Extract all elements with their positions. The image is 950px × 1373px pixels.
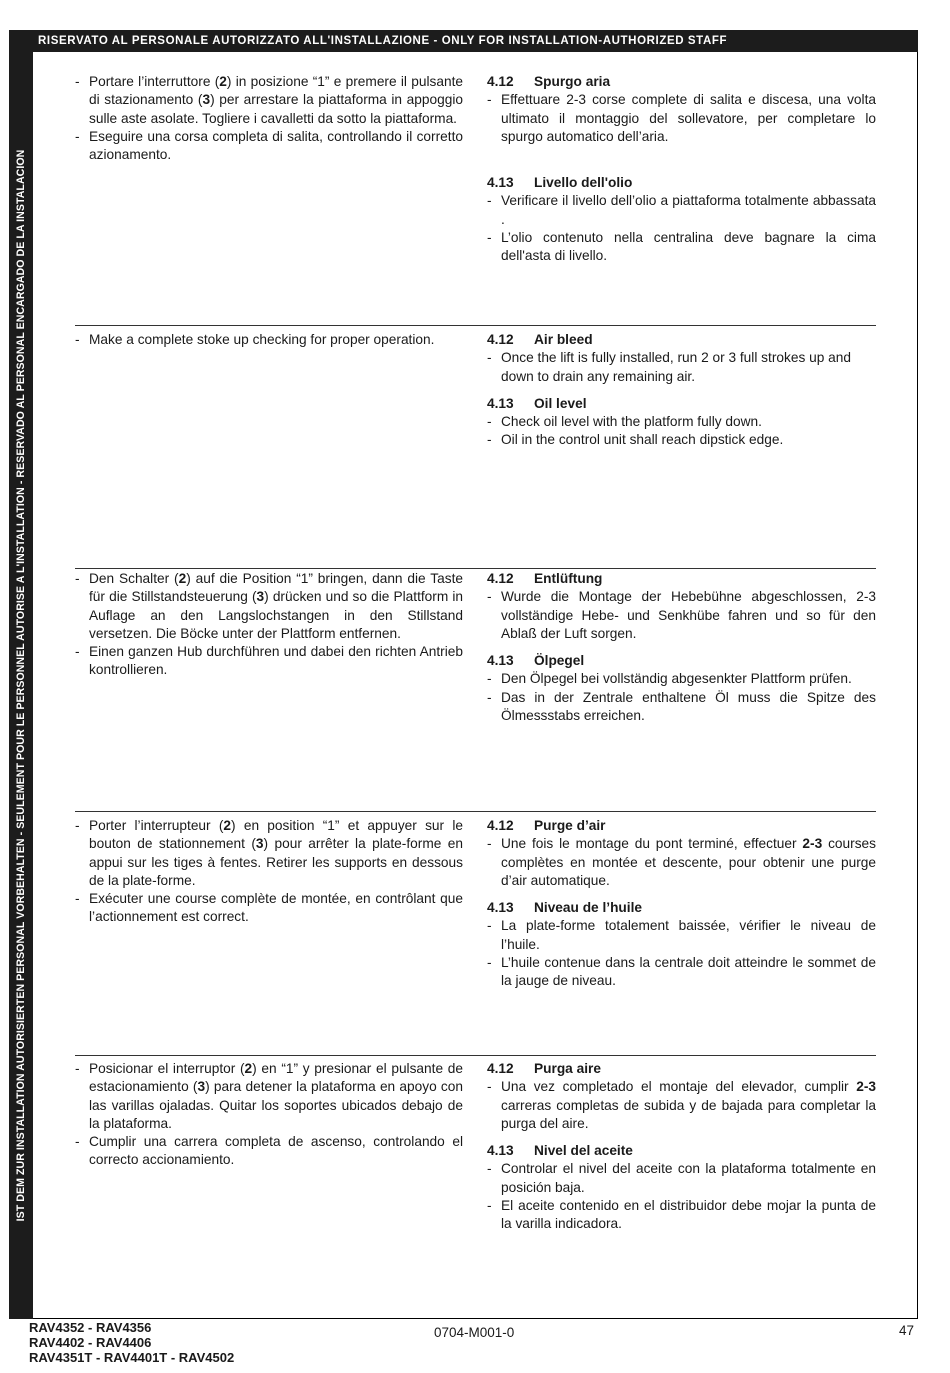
left-column <box>75 1060 463 1170</box>
list-item: - Den Schalter (2) auf die Position “1” bringen, dann die Taste für die Stillstandsteuerung (3) drücken und so die Plattform in Auflage an den Langslochstangen in den Stillstand versetzen. Die Böcke unter der Plattform entfernen. <box>75 571 464 641</box>
list-item: - Verificare il livello dell’olio a piattaforma totalmente abbassata . <box>487 193 876 227</box>
footer-model-line: RAV4352 - RAV4356 <box>29 1320 152 1335</box>
section-divider <box>75 325 876 326</box>
section-heading: 4.12 Spurgo aria <box>487 74 611 89</box>
side-banner-text: IST DEM ZUR INSTALLATION AUTORISIERTEN PERSONAL VORBEHALTEN - SEULEMENT POUR LE PERSONNEL AUTORISE A L'INSTALLATION - RESERVADO AL PERSONAL ENCARGADO DE LA INSTALACION <box>15 149 27 1222</box>
list-item: - Once the lift is fully installed, run 2 or 3 full strokes up and down to drain any remaining air. <box>487 350 851 384</box>
section-divider <box>75 568 876 569</box>
section-heading: 4.13 Niveau de l’huile <box>487 900 643 916</box>
list-item: - Den Ölpegel bei vollständig abgesenkter Plattform prüfen. <box>487 671 852 687</box>
list-item: - Portare l’interruttore (2) in posizione “1” e premere il pulsante di stazionamento (3) per arrestare la piattaforma in appoggio sulle aste asolate. Togliere i cavalletti da sotto la piattaforma. <box>75 74 463 126</box>
list-item: - Exécuter une course complète de montée, en contrôlant que l’actionnement est correct. <box>75 891 463 925</box>
right-column <box>487 817 876 991</box>
list-item: - La plate-forme totalement baissée, vérifier le niveau de l’huile. <box>487 918 876 952</box>
list-item: - Porter l’interrupteur (2) en position “1” et appuyer sur le bouton de stationnement (3) pour arrêter la plate-forme en appui sur les tiges à fentes. Retirer les supports en dessous de la plate-forme. <box>75 818 463 888</box>
list-item: - Wurde die Montage der Hebebühne abgeschlossen, 2-3 vollständige Hebe- und Senkhübe fahren und so für den Ablaß der Luft sorgen. <box>487 589 876 641</box>
list-item: - Una vez completado el montaje del elevador, cumplir 2-3 carreras completas de subida y de bajada para completar la purga del aire. <box>487 1079 876 1131</box>
list-item: - Oil in the control unit shall reach dipstick edge. <box>487 432 784 448</box>
page-number: 47 <box>899 1323 915 1338</box>
section-heading: 4.12 Entlüftung <box>487 571 603 586</box>
section-heading: 4.12 Purga aire <box>487 1061 601 1076</box>
list-item: - Effettuare 2-3 corse complete di salita e discesa, una volta ultimato il montaggio del sollevatore, per completare lo spurgo automatico dell’aria. <box>487 92 876 144</box>
right-column <box>487 1060 876 1234</box>
section-heading: 4.13 Ölpegel <box>487 653 585 669</box>
list-item: - Eseguire una corsa completa di salita, controllando il corretto azionamento. <box>75 128 463 163</box>
left-column <box>75 570 463 680</box>
section-divider <box>75 811 876 812</box>
footer-model-list <box>29 1320 234 1365</box>
left-column <box>75 73 463 164</box>
document-code: 0704-M001-0 <box>434 1325 515 1340</box>
section-divider <box>75 1055 876 1056</box>
section-heading: 4.13 Nivel del aceite <box>487 1143 633 1159</box>
list-item: - Make a complete stoke up checking for proper operation. <box>75 332 435 347</box>
list-item: - Cumplir una carrera completa de ascenso, controlando el correcto accionamiento. <box>75 1134 463 1168</box>
left-column <box>75 817 463 927</box>
left-column <box>75 331 463 349</box>
list-item: - Einen ganzen Hub durchführen und dabei den richten Antrieb kontrollieren. <box>75 644 463 678</box>
footer-model-line: RAV4351T - RAV4401T - RAV4502 <box>29 1350 235 1365</box>
section-heading: 4.13 Livello dell'olio <box>487 175 633 191</box>
section-heading: 4.12 Purge d’air <box>487 818 606 833</box>
right-column <box>487 331 876 450</box>
footer-model-line: RAV4402 - RAV4406 <box>29 1335 152 1350</box>
side-banner <box>9 52 33 1319</box>
right-column <box>487 73 876 266</box>
top-banner: RISERVATO AL PERSONALE AUTORIZZATO ALL'INSTALLAZIONE - ONLY FOR INSTALLATION-AUTHORIZED STAFF <box>9 30 918 52</box>
list-item: - Das in der Zentrale enthaltene Öl muss die Spitze des Ölmessstabs erreichen. <box>487 689 876 724</box>
right-column <box>487 570 876 725</box>
section-heading: 4.12 Air bleed <box>487 332 593 347</box>
list-item: - L’olio contenuto nella centralina deve bagnare la cima dell'asta di livello. <box>487 230 876 264</box>
list-item: - Controlar el nivel del aceite con la plataforma totalmente en posición baja. <box>487 1161 876 1195</box>
list-item: - Une fois le montage du pont terminé, effectuer 2-3 courses complètes en montée et descente, pour obtenir une purge d’air automatique. <box>487 836 876 888</box>
list-item: - El aceite contenido en el distribuidor debe mojar la punta de la varilla indicadora. <box>487 1198 876 1232</box>
section-heading: 4.13 Oil level <box>487 395 587 411</box>
list-item: - Posicionar el interruptor (2) en “1” y presionar el pulsante de estacionamiento (3) para detener la plataforma en apoyo con las varillas ojaladas. Quitar los soportes ubicados debajo de la plataforma. <box>75 1061 463 1131</box>
list-item: - L’huile contenue dans la centrale doit atteindre le sommet de la jauge de niveau. <box>487 955 876 989</box>
list-item: - Check oil level with the platform fully down. <box>487 414 762 430</box>
